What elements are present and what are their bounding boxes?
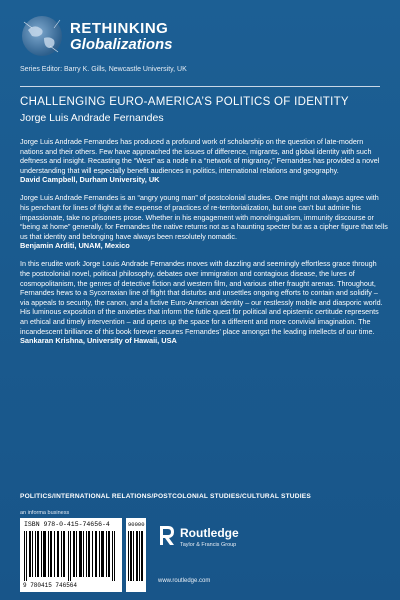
review <box>20 137 388 185</box>
isbn-text: ISBN 978-0-415-74656-4 <box>24 521 110 528</box>
publisher-url[interactable]: www.routledge.com <box>158 578 211 584</box>
barcode <box>20 518 122 592</box>
price-code: 90000 <box>128 521 145 528</box>
series-header <box>20 14 390 84</box>
price-barcode-bars <box>128 531 144 581</box>
series-title-line2: Globalizations <box>70 36 173 53</box>
publisher-name: Routledge <box>180 526 239 540</box>
price-barcode <box>126 518 146 592</box>
publisher-sub: Taylor & Francis Group <box>180 542 237 548</box>
review <box>20 259 388 346</box>
publisher-logo <box>158 524 388 574</box>
globe-icon <box>20 14 64 58</box>
review-text: Jorge Luis Andrade Fernandes has produced a profound work of scholarship on the question of late-modern nations and their others. Few have approached the issues of difference, migrants, and global identity with such deftness and insight. Recasting the “West” as a node in a “network of migrancy,” Fernandes has provided a novel understanding that will especially benefit audiences in politics, international relations and geography. <box>20 137 380 175</box>
barcode-number: 9 780415 746564 <box>23 582 78 589</box>
routledge-icon <box>158 524 176 546</box>
review-text: Jorge Luis Andrade Fernandes is an “angry young man” of postcolonial studies. One might not always agree with his penchant for lines of flight at the expense of practices of re-territorialization, but one can’t but admire his impassionate, take no prisoners prose. Whether in his engagement with monolingualism, immunity discourse or “being at home” generally, for Fernandes the native returns not as a haunting specter but as a cipher figure that tells us that identity and belonging have always been resolutely nomadic. <box>20 193 388 241</box>
subject-categories: POLITICS/INTERNATIONAL RELATIONS/POSTCOLONIAL STUDIES/CULTURAL STUDIES <box>20 493 311 500</box>
informa-label: an informa business <box>20 510 70 516</box>
review <box>20 193 388 251</box>
review-author: David Campbell, Durham University, UK <box>20 175 160 185</box>
book-author: Jorge Luis Andrade Fernandes <box>20 112 164 124</box>
review-author: Benjamin Arditi, UNAM, Mexico <box>20 241 130 251</box>
barcode-bars <box>24 531 118 581</box>
series-editor: Series Editor: Barry K. Gills, Newcastle University, UK <box>20 66 187 73</box>
review-author: Sankaran Krishna, University of Hawaii, USA <box>20 336 177 346</box>
divider <box>20 86 380 87</box>
book-title: CHALLENGING EURO-AMERICA’S POLITICS OF IDENTITY <box>20 96 349 108</box>
series-title-line1: RETHINKING <box>70 20 169 37</box>
reviews <box>20 137 388 354</box>
review-text: In this erudite work Jorge Louis Andrade Fernandes moves with dazzling and seemingly effortless grace through the postcolonial novel, political philosophy, debates over immigration and contagious disease, the lures of cosmopolitanism, the genres of detective fiction and western film, and various other fraught arenas. Throughout, Fernandes hews to a Sycorraxian line of flight that disturbs and unsettles ongoing efforts to contain and solidify – via appeals to security, the canon, and a fictive Euro-American identity – our restlessly mobile and diasporic world. His luminous exposition of the anxieties that inform the futile quest for political and epistemic certitude represents an ethical and timely intervention – and opens up the space for a different and more convivial imagination. The incandescent brilliance of this book forever secures Fernandes’ place amongst the leading intellects of our time. <box>20 259 383 336</box>
